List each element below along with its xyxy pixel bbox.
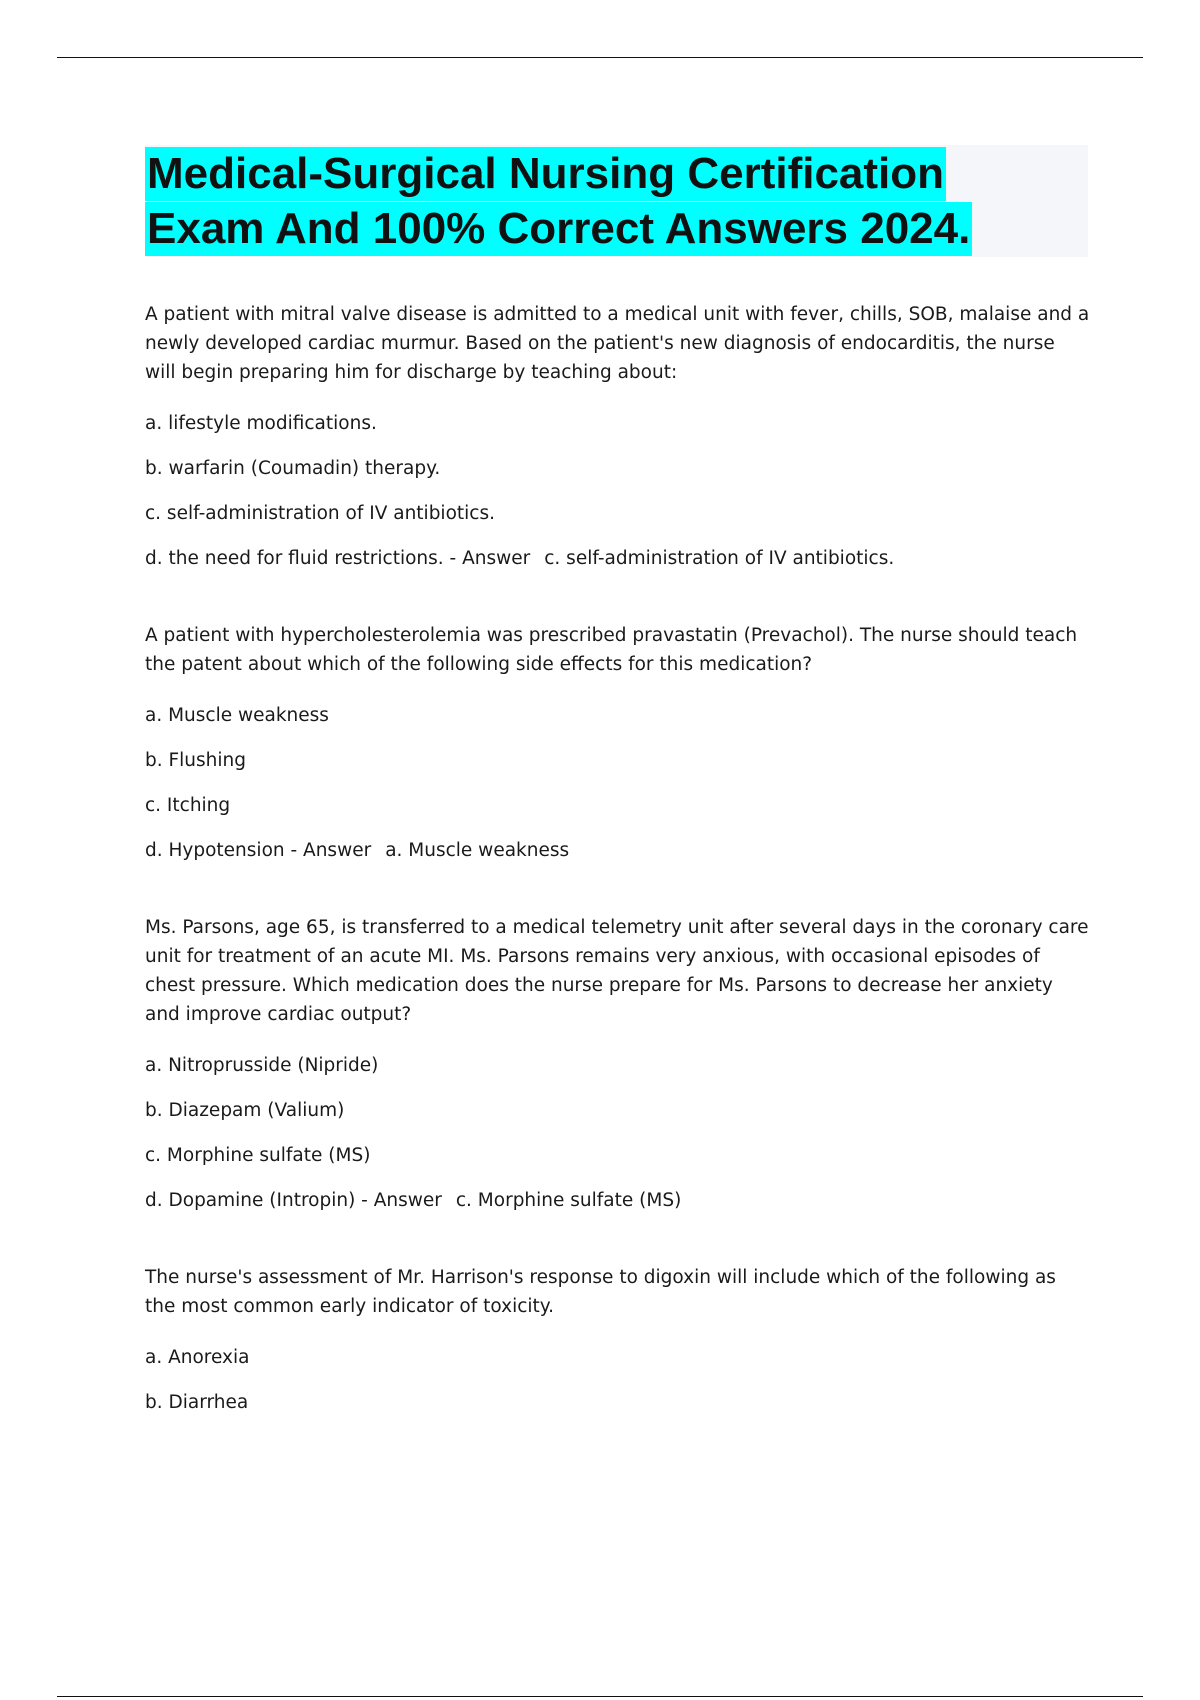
question-3 — [145, 913, 1090, 1223]
answer: c. self-administration of IV antibiotics. — [544, 548, 895, 569]
question-1 — [145, 300, 1090, 581]
option-c: c. self-administration of IV antibiotics. — [145, 503, 495, 524]
option-d-with-answer — [145, 536, 1090, 581]
footer-rule — [57, 1696, 1143, 1697]
option-d: d. the need for fluid restrictions. - Answer — [145, 548, 531, 569]
option-d: d. Dopamine (Intropin) - Answer — [145, 1190, 442, 1211]
question-stem: A patient with mitral valve disease is admitted to a medical unit with fever, chills, SOB, malaise and a newly developed cardiac murmur. Based on the patient's new diagnosis of endocarditis, the nurse will begin preparing him for discharge by teaching about: — [145, 304, 1090, 383]
option-b: b. Diazepam (Valium) — [145, 1100, 345, 1121]
option-a: a. Muscle weakness — [145, 705, 329, 726]
title-line-1: Medical-Surgical Nursing Certification — [145, 147, 946, 201]
option-b: b. warfarin (Coumadin) therapy. — [145, 458, 441, 479]
question-2 — [145, 621, 1090, 873]
question-4 — [145, 1263, 1090, 1425]
option-b: b. Diarrhea — [145, 1392, 249, 1413]
option-d-with-answer — [145, 828, 1090, 873]
header-rule — [57, 57, 1143, 58]
answer: a. Muscle weakness — [385, 840, 570, 861]
option-c: c. Morphine sulfate (MS) — [145, 1145, 371, 1166]
option-c: c. Itching — [145, 795, 231, 816]
document-title — [145, 146, 972, 256]
option-a: a. lifestyle modifications. — [145, 413, 377, 434]
option-d: d. Hypotension - Answer — [145, 840, 372, 861]
question-stem: Ms. Parsons, age 65, is transferred to a medical telemetry unit after several days in the coronary care unit for treatment of an acute MI. Ms. Parsons remains very anxious, with occasional episodes of chest pressure. Which medication does the nurse prepare for Ms. Parsons to decrease her anxiety and improve cardiac output? — [145, 917, 1089, 1025]
option-a: a. Nitroprusside (Nipride) — [145, 1055, 379, 1076]
question-stem: The nurse's assessment of Mr. Harrison's response to digoxin will include which of the following as the most common early indicator of toxicity. — [145, 1267, 1056, 1317]
answer: c. Morphine sulfate (MS) — [455, 1190, 682, 1211]
option-a: a. Anorexia — [145, 1347, 250, 1368]
option-b: b. Flushing — [145, 750, 246, 771]
title-line-2: Exam And 100% Correct Answers 2024. — [145, 202, 972, 256]
option-d-with-answer — [145, 1178, 1090, 1223]
question-stem: A patient with hypercholesterolemia was prescribed pravastatin (Prevachol). The nurse should teach the patent about which of the following side effects for this medication? — [145, 625, 1078, 675]
question-list — [145, 300, 1090, 1465]
